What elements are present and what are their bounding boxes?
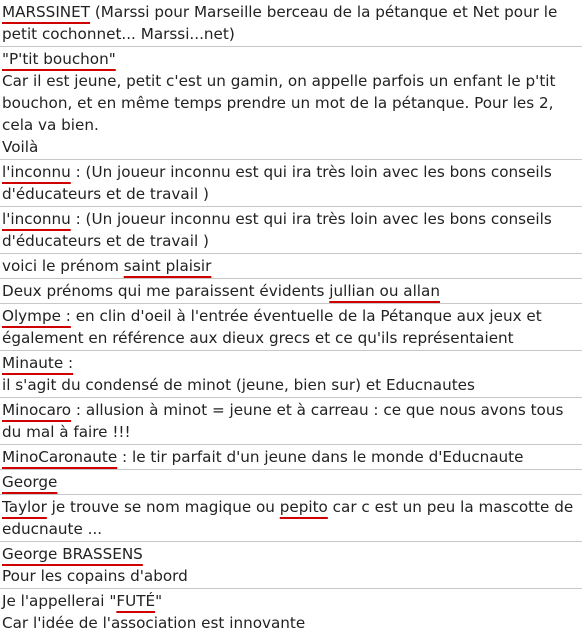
suggestion-text	[2, 161, 580, 205]
suggestion-explanation: "	[155, 592, 163, 610]
suggestion-text	[2, 471, 580, 493]
suggestion-explanation: : allusion à minot = jeune et à carreau : ce que nous avons tous du mal à faire !!!	[2, 401, 564, 441]
suggestion-explanation: je trouve se nom magique ou	[46, 498, 280, 516]
suggestion-explanation: : (Un joueur inconnu est qui ira très loin avec les bons conseils d'éducateurs et de travail )	[2, 210, 552, 250]
suggestion-row-3	[0, 160, 582, 207]
suggestion-text	[2, 612, 580, 634]
suggestion-text	[2, 70, 580, 136]
suggestion-text	[2, 352, 580, 374]
suggestion-explanation: il s'agit du condensé de minot (jeune, bien sur) et Educnautes	[2, 376, 475, 394]
suggestion-explanation: Voilà	[2, 138, 39, 156]
suggestion-explanation: Je l'appellerai "	[2, 592, 117, 610]
suggested-name: pepito	[279, 498, 328, 516]
suggestion-explanation: Pour les copains d'abord	[2, 567, 188, 585]
suggestion-explanation: Deux prénoms qui me paraissent évidents	[2, 282, 330, 300]
suggestion-row-14	[0, 589, 582, 635]
suggestion-text	[2, 543, 580, 565]
suggested-name: Olympe :	[2, 307, 71, 325]
suggestion-text	[2, 446, 580, 468]
suggestion-text	[2, 590, 580, 612]
suggestion-text	[2, 565, 580, 587]
suggestion-row-1	[0, 0, 582, 47]
suggested-name: MinoCaronaute	[2, 448, 118, 466]
suggested-name: l'inconnu	[2, 210, 71, 228]
suggestion-row-11	[0, 470, 582, 495]
suggestion-text	[2, 208, 580, 252]
suggestion-row-10	[0, 445, 582, 470]
suggestion-explanation: voici le prénom	[2, 257, 124, 275]
suggestion-text	[2, 1, 580, 45]
suggestion-explanation: (Marssi pour Marseille berceau de la pétanque et Net pour le petit cochonnet... Marssi...net)	[2, 3, 558, 43]
suggestion-text	[2, 305, 580, 349]
suggestion-text	[2, 399, 580, 443]
suggestion-text	[2, 280, 580, 302]
suggestion-text	[2, 48, 580, 70]
suggestion-explanation: Car l'idée de l'association est innovante	[2, 614, 306, 632]
suggested-name: l'inconnu	[2, 163, 71, 181]
suggested-name: jullian ou allan	[329, 282, 440, 300]
suggestion-row-8	[0, 351, 582, 398]
suggested-name: George BRASSENS	[2, 545, 143, 563]
suggestion-text	[2, 255, 580, 277]
suggestion-row-9	[0, 398, 582, 445]
suggestion-text	[2, 136, 580, 158]
suggestion-text	[2, 496, 580, 540]
suggested-name: Minaute :	[2, 354, 74, 372]
suggested-name: "P'tit bouchon"	[2, 50, 116, 68]
suggestion-explanation: Car il est jeune, petit c'est un gamin, on appelle parfois un enfant le p'tit bouchon, et en même temps prendre un mot de la pétanque. Pour les 2, cela va bien.	[2, 72, 556, 134]
suggested-name: Taylor	[2, 498, 47, 516]
suggestion-explanation: car c est un peu la mascotte de educnaute ...	[2, 498, 574, 538]
suggested-name: FUTÉ	[116, 592, 156, 610]
suggested-name: Minocaro	[2, 401, 72, 419]
suggestion-row-4	[0, 207, 582, 254]
suggestion-row-12	[0, 495, 582, 542]
suggestion-row-2	[0, 47, 582, 160]
suggested-name: saint plaisir	[123, 257, 212, 275]
suggestion-explanation: en clin d'oeil à l'entrée éventuelle de la Pétanque aux jeux et également en référence aux dieux grecs et ce qu'ils représentaient	[2, 307, 542, 347]
suggestion-explanation: : (Un joueur inconnu est qui ira très loin avec les bons conseils d'éducateurs et de travail )	[2, 163, 552, 203]
suggested-name: George	[2, 473, 58, 491]
suggestion-row-13	[0, 542, 582, 589]
suggestion-row-5	[0, 254, 582, 279]
suggested-name: MARSSINET	[2, 3, 91, 21]
suggestion-row-6	[0, 279, 582, 304]
suggestion-text	[2, 374, 580, 396]
suggestion-row-7	[0, 304, 582, 351]
suggestion-explanation: : le tir parfait d'un jeune dans le monde d'Educnaute	[117, 448, 524, 466]
